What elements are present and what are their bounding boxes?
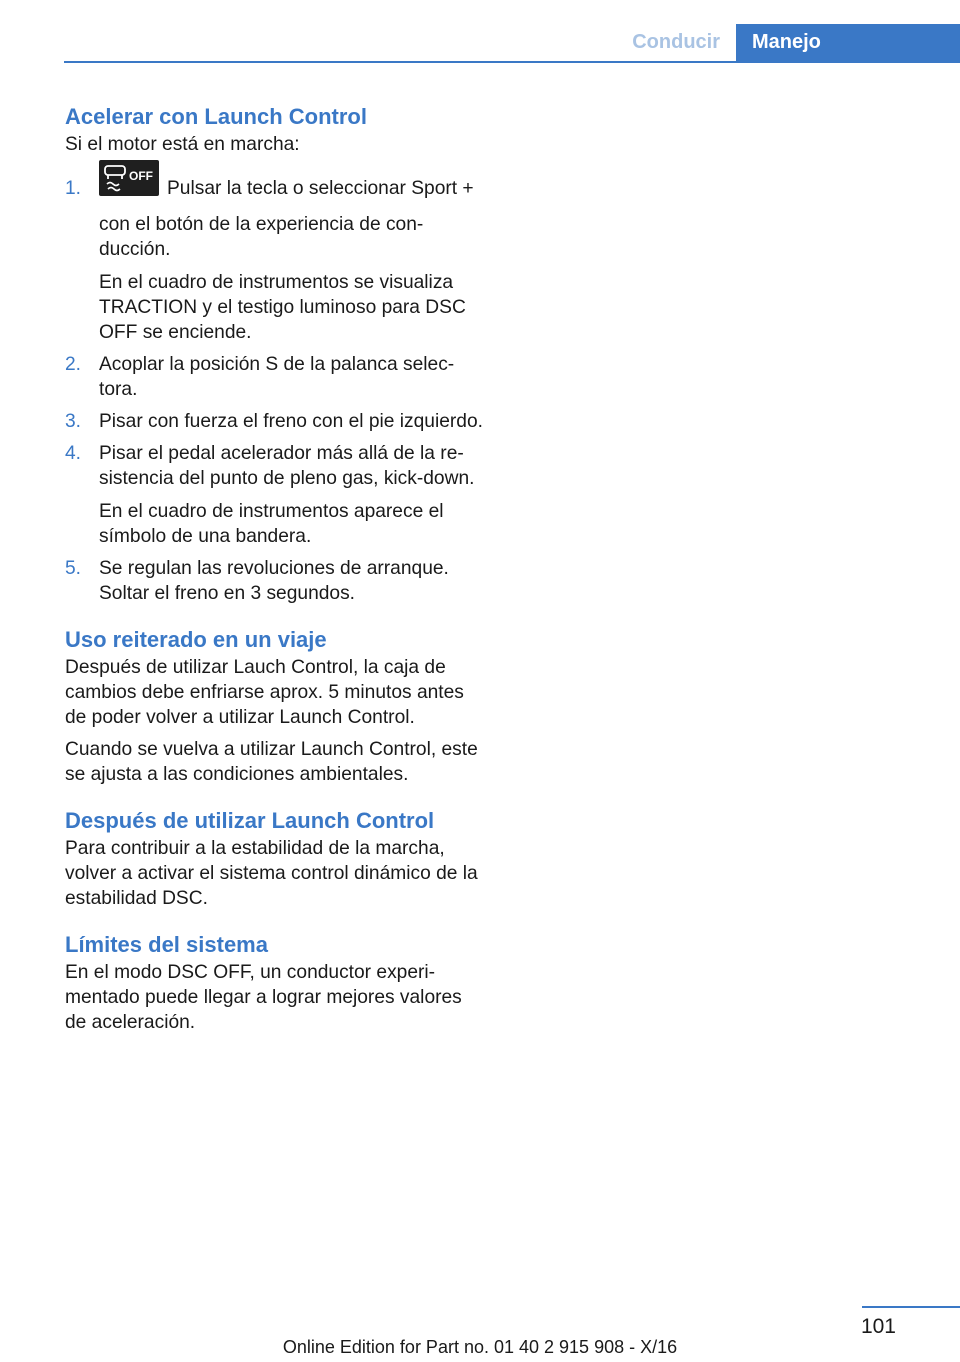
page-number: 101 (860, 1315, 896, 1338)
step-text: Se regulan las revoluciones de arranque. Soltar el freno en 3 segundos. (99, 558, 449, 604)
steps-list (65, 169, 485, 606)
step-item (65, 441, 485, 549)
paragraph-after-launch-control: Para contribuir a la estabilidad de la marcha, volver a activar el sistema control dinámico de la estabilidad DSC. (65, 838, 478, 909)
heading-launch-control: Acelerar con Launch Control (65, 104, 367, 129)
dsc-off-icon (99, 160, 159, 196)
intro-text: Si el motor está en marcha: (65, 134, 300, 155)
step-number: 5. (65, 558, 82, 579)
step-number: 4. (65, 443, 82, 464)
heading-system-limits: Límites del sistema (65, 932, 268, 957)
section-tab[interactable] (736, 24, 960, 63)
page-content (65, 102, 485, 1042)
chapter-tab[interactable] (600, 24, 736, 61)
paragraph-repeated-use-1: Después de utilizar Lauch Control, la caja de cambios debe enfriarse aprox. 5 minutos antes de poder volver a utilizar Launch Control. (65, 657, 464, 728)
step-text-main: Pulsar la tecla o seleccionar Sport + con el botón de la experiencia de conducción. (99, 178, 474, 260)
edition-footer: Online Edition for Part no. 01 40 2 915 908 - X/16 (282, 1337, 678, 1357)
paragraph-repeated-use-2: Cuando se vuelva a utilizar Launch Control, este se ajusta a las condiciones ambientales. (65, 739, 478, 785)
step-text (99, 169, 485, 262)
step-number: 3. (65, 411, 82, 432)
step-item (65, 169, 485, 345)
footer-rule (862, 1306, 960, 1308)
step-number: 1. (65, 178, 82, 199)
section-tab-label: Manejo (752, 31, 821, 53)
chapter-tab-label: Conducir (632, 31, 720, 53)
step-text: Acoplar la posición S de la palanca selectora. (99, 354, 455, 400)
step-item (65, 352, 485, 402)
step-item (65, 556, 485, 606)
step-note: En el cuadro de instrumentos aparece el símbolo de una bandera. (99, 501, 444, 547)
step-item (65, 409, 485, 434)
step-number: 2. (65, 354, 82, 375)
step-text: Pisar con fuerza el freno con el pie izquierdo. (99, 411, 483, 432)
heading-repeated-use: Uso reiterado en un viaje (65, 627, 327, 652)
step-text: Pisar el pedal acelerador más allá de la resistencia del punto de pleno gas, kick-down. (99, 443, 475, 489)
step-note: En el cuadro de instrumentos se visualiza TRACTION y el testigo luminoso para DSC OFF se enciende. (99, 272, 466, 343)
heading-after-launch-control: Después de utilizar Launch Control (65, 808, 435, 833)
dsc-off-icon-label: OFF (129, 169, 153, 183)
paragraph-system-limits: En el modo DSC OFF, un conductor experimentado puede llegar a lograr mejores valores de aceleración. (65, 962, 462, 1033)
